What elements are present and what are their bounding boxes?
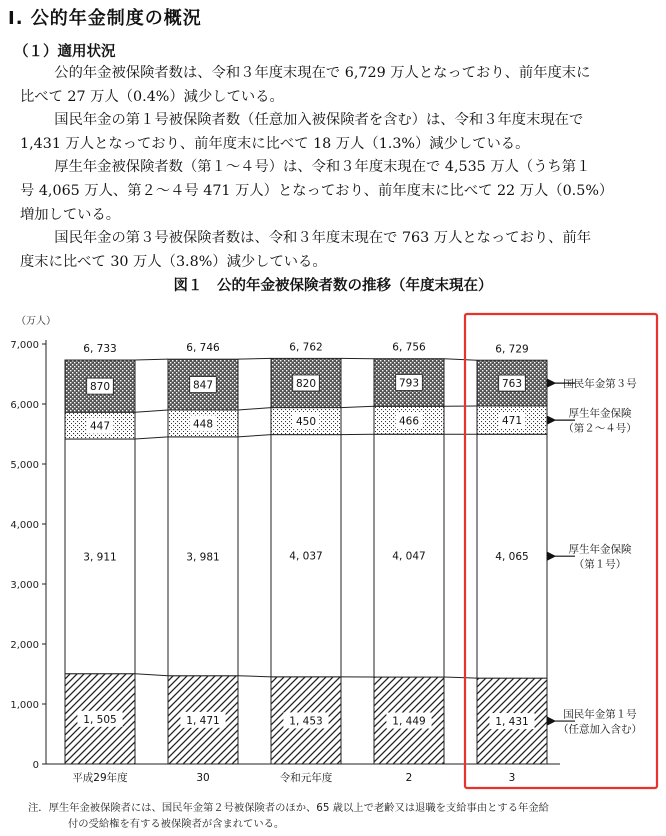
paragraph-line: 度末に比べて 30 万人（3.8%）減少している。 bbox=[20, 253, 327, 270]
paragraph-line: 号 4,065 万人、第２～４号 471 万人）となっており、前年度末に比べて 22 万人（0.5%） bbox=[20, 182, 614, 199]
footnote-line: 注．厚生年金被保険者には、国民年金第２号被保険者のほか、65 歳以上で老齢又は退職を支給事由とする年金給 bbox=[28, 802, 549, 814]
paragraph-line: 国民年金の第１号被保険者数（任意加入被保険者を含む）は、令和３年度末現在で bbox=[40, 112, 584, 129]
x-tick-label: 30 bbox=[196, 772, 210, 784]
data-label: 1, 471 bbox=[186, 714, 220, 727]
x-tick-label: 平成29年度 bbox=[72, 772, 128, 784]
section-title: Ⅰ. 公的年金制度の概況 bbox=[8, 8, 202, 29]
connector-line bbox=[238, 408, 271, 410]
data-label: 4, 065 bbox=[495, 551, 529, 564]
connector-line bbox=[341, 406, 374, 407]
y-tick-label: 2,000 bbox=[10, 640, 39, 651]
data-label: 450 bbox=[295, 416, 317, 429]
data-label: 1, 449 bbox=[392, 715, 426, 728]
connector-line bbox=[135, 437, 168, 439]
annotation-label: 厚生年金保険 bbox=[568, 407, 632, 420]
y-tick-label: 0 bbox=[32, 760, 39, 771]
stacked-bar-chart bbox=[0, 296, 666, 800]
connector-line bbox=[444, 359, 477, 361]
data-label: 471 bbox=[501, 415, 523, 428]
annotation-label: （第２～４号） bbox=[563, 422, 637, 435]
paragraph-line: 比べて 27 万人（0.4%）減少している。 bbox=[20, 88, 284, 105]
total-label: 6, 756 bbox=[392, 341, 426, 354]
x-tick-label: 令和元年度 bbox=[279, 772, 333, 784]
annotation-label: （任意加入含む） bbox=[558, 723, 642, 736]
data-label: 447 bbox=[89, 420, 111, 433]
data-label: 3, 911 bbox=[83, 551, 117, 564]
connector-line bbox=[444, 677, 477, 678]
connector-line bbox=[135, 359, 168, 360]
annotation-label: 厚生年金保険 bbox=[568, 543, 632, 556]
data-label: 870 bbox=[89, 381, 111, 394]
paragraph-line: 増加している。 bbox=[20, 206, 121, 223]
annotation-label: 国民年金第３号 bbox=[563, 378, 637, 391]
data-label: 466 bbox=[398, 415, 420, 428]
paragraph-line: 国民年金の第３号被保険者数は、令和３年度末現在で 763 万人となっており、前年 bbox=[40, 230, 592, 247]
connector-line bbox=[238, 358, 271, 359]
data-label: 1, 431 bbox=[495, 716, 529, 729]
data-label: 1, 453 bbox=[289, 715, 323, 728]
paragraph-line: 厚生年金被保険者数（第１～４号）は、令和３年度末現在で 4,535 万人（うち第１ bbox=[40, 159, 591, 176]
y-tick-label: 6,000 bbox=[10, 400, 39, 411]
annotation-label: （第１号） bbox=[573, 558, 627, 571]
total-label: 6, 733 bbox=[83, 343, 117, 356]
data-label: 3, 981 bbox=[186, 551, 220, 564]
x-tick-label: 3 bbox=[508, 772, 516, 784]
data-label: 4, 037 bbox=[289, 550, 323, 563]
body-text bbox=[20, 62, 646, 274]
connector-line bbox=[238, 676, 271, 677]
connector-line bbox=[238, 435, 271, 437]
connector-line bbox=[135, 674, 168, 676]
data-label: 4, 047 bbox=[392, 550, 426, 563]
annotation-label: 国民年金第１号 bbox=[563, 708, 637, 721]
total-label: 6, 746 bbox=[186, 342, 220, 355]
paragraph-line: 公的年金被保険者数は、令和３年度末現在で 6,729 万人となっており、前年度末に bbox=[40, 65, 591, 81]
connector-line bbox=[135, 410, 168, 412]
paragraph-line: 1,431 万人となっており、前年度末に比べて 18 万人（1.3%）減少している。 bbox=[20, 135, 530, 152]
data-label: 448 bbox=[192, 418, 214, 431]
x-tick-label: 2 bbox=[405, 772, 413, 784]
data-label: 847 bbox=[192, 379, 214, 392]
y-tick-label: 1,000 bbox=[10, 700, 39, 711]
data-label: 1, 505 bbox=[83, 713, 117, 726]
total-label: 6, 762 bbox=[289, 341, 323, 354]
total-label: 6, 729 bbox=[495, 343, 529, 356]
figure-title: 図１ 公的年金被保険者数の推移（年度末現在） bbox=[173, 278, 493, 294]
data-label: 763 bbox=[501, 378, 523, 391]
subsection-title: （１）適用状況 bbox=[14, 44, 116, 60]
footnote-line: 付の受給権を有する被保険者が含まれている。 bbox=[68, 818, 285, 830]
data-label: 793 bbox=[398, 377, 420, 390]
y-tick-label: 5,000 bbox=[10, 460, 39, 471]
y-tick-label: 4,000 bbox=[10, 520, 39, 531]
y-unit-label: （万人） bbox=[16, 316, 56, 327]
y-tick-label: 7,000 bbox=[10, 340, 39, 351]
footnote bbox=[28, 800, 648, 832]
data-label: 820 bbox=[295, 378, 317, 390]
y-tick-label: 3,000 bbox=[10, 580, 39, 591]
